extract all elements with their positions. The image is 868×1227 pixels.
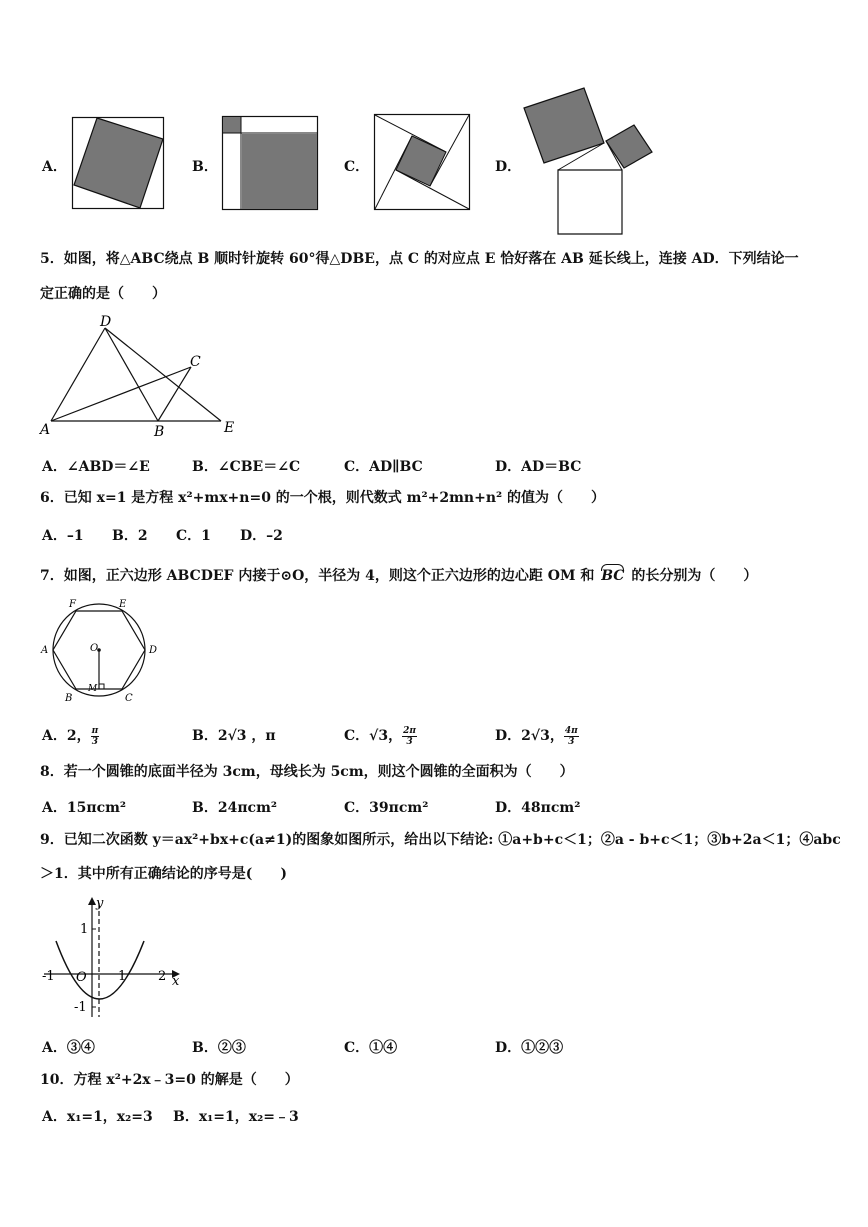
q6-stem: 6．已知 x=1 是方程 x²+mx+n=0 的一个根，则代数式 m²+2mn+n² 的值为（ ） [40,490,606,506]
q7-label-d: D [149,645,158,656]
q6-option-c[interactable]: C．1 [176,528,211,544]
q9-parabola-figure [38,893,188,1023]
q9-option-d[interactable]: D．①②③ [495,1040,564,1056]
q5-label-e: E [224,420,235,436]
q7-label-e: E [119,599,127,610]
q9-stem-line1: 9．已知二次函数 y＝ax²+bx+c(a≠1)的图象如图所示，给出以下结论: ①a+b+c＜1；②a - b+c＜1；③b+2a＜1；④abc [40,832,841,848]
q7-label-o: O [90,643,99,654]
q6-option-b[interactable]: B．2 [112,528,148,544]
q7-stem-part-a: 7．如图，正六边形 ABCDEF 内接于⊙O，半径为 4，则这个正六边形的边心距 OM 和 [40,568,595,584]
q9-stem-line2: ＞1．其中所有正确结论的序号是( ) [40,866,287,882]
q9-label-y-1: 1 [80,922,89,937]
q7-hexagon-figure [38,595,164,705]
q10-option-b[interactable]: B．x₁=1，x₂=﹣3 [173,1109,299,1125]
option-c-label: C． [344,159,370,175]
q7-option-a[interactable]: A．2， $\frac{\pi}{3}$ [42,725,99,747]
q5-label-d: D [100,314,112,330]
q5-stem-line1: 5．如图，将△ABC绕点 B 顺时针旋转 60°得△DBE，点 C 的对应点 E 恰好落在 AB 延长线上，连接 AD．下列结论一 [40,251,799,267]
q7-label-c: C [125,693,133,704]
q5-option-b[interactable]: B．∠CBE＝∠C [192,459,301,475]
q5-label-a: A [40,422,51,438]
q8-option-c[interactable]: C．39πcm² [344,800,429,816]
q7-stem [40,567,757,585]
q8-option-b[interactable]: B．24πcm² [192,800,278,816]
q6-option-d[interactable]: D．–2 [240,528,283,544]
q5-triangle-figure [38,312,248,442]
q7-arc-bc: BC [599,567,626,585]
q9-label-x: x [172,974,180,989]
q8-stem: 8．若一个圆锥的底面半径为 3cm，母线长为 5cm，则这个圆锥的全面积为（ ） [40,764,574,780]
option-a-label: A． [42,159,67,175]
q9-option-a[interactable]: A．③④ [42,1040,95,1056]
q9-option-b[interactable]: B．②③ [192,1040,246,1056]
q9-label-x-2: 2 [158,969,167,984]
q9-label-y: y [96,896,104,911]
option-b-label: B． [192,159,218,175]
q7-stem-part-b: 的长分别为（ ） [631,568,758,584]
q5-option-a[interactable]: A．∠ABD＝∠E [42,459,150,475]
figure-d-pythagoras [524,88,658,236]
q9-label-x-neg1: -1 [42,969,55,984]
arc-mark [601,564,624,571]
q5-label-b: B [154,424,165,440]
option-d-label: D． [495,159,522,175]
q5-label-c: C [190,354,201,370]
q9-label-y-neg1: -1 [74,1000,87,1015]
q10-stem: 10．方程 x²+2x﹣3=0 的解是（ ） [40,1072,299,1088]
q8-option-a[interactable]: A．15πcm² [42,800,127,816]
q8-option-d[interactable]: D．48πcm² [495,800,581,816]
q5-option-c[interactable]: C．AD∥BC [344,459,423,475]
q7-option-d[interactable]: D．2√3， $\frac{4\pi}{3}$ [495,725,578,747]
figure-c-pinwheel [374,114,470,210]
q7-option-c[interactable]: C．√3， $\frac{2\pi}{3}$ [344,725,416,747]
q9-label-x-1: 1 [118,969,127,984]
figure-b-square-partition [222,116,318,210]
q7-label-f: F [69,599,76,610]
q7-option-b[interactable]: B．2√3 ，π [192,728,276,744]
q7-label-b: B [65,693,73,704]
q5-stem-line2: 定正确的是（ ） [40,286,166,302]
q6-option-a[interactable]: A．–1 [42,528,84,544]
q10-option-a[interactable]: A．x₁=1，x₂=3 [42,1109,153,1125]
figure-a-tilted-square [72,117,164,209]
q5-option-d[interactable]: D．AD＝BC [495,459,582,475]
q9-label-origin: O [76,970,87,985]
q9-option-c[interactable]: C．①④ [344,1040,398,1056]
q7-label-m: M [88,684,98,694]
q7-label-a: A [41,645,49,656]
